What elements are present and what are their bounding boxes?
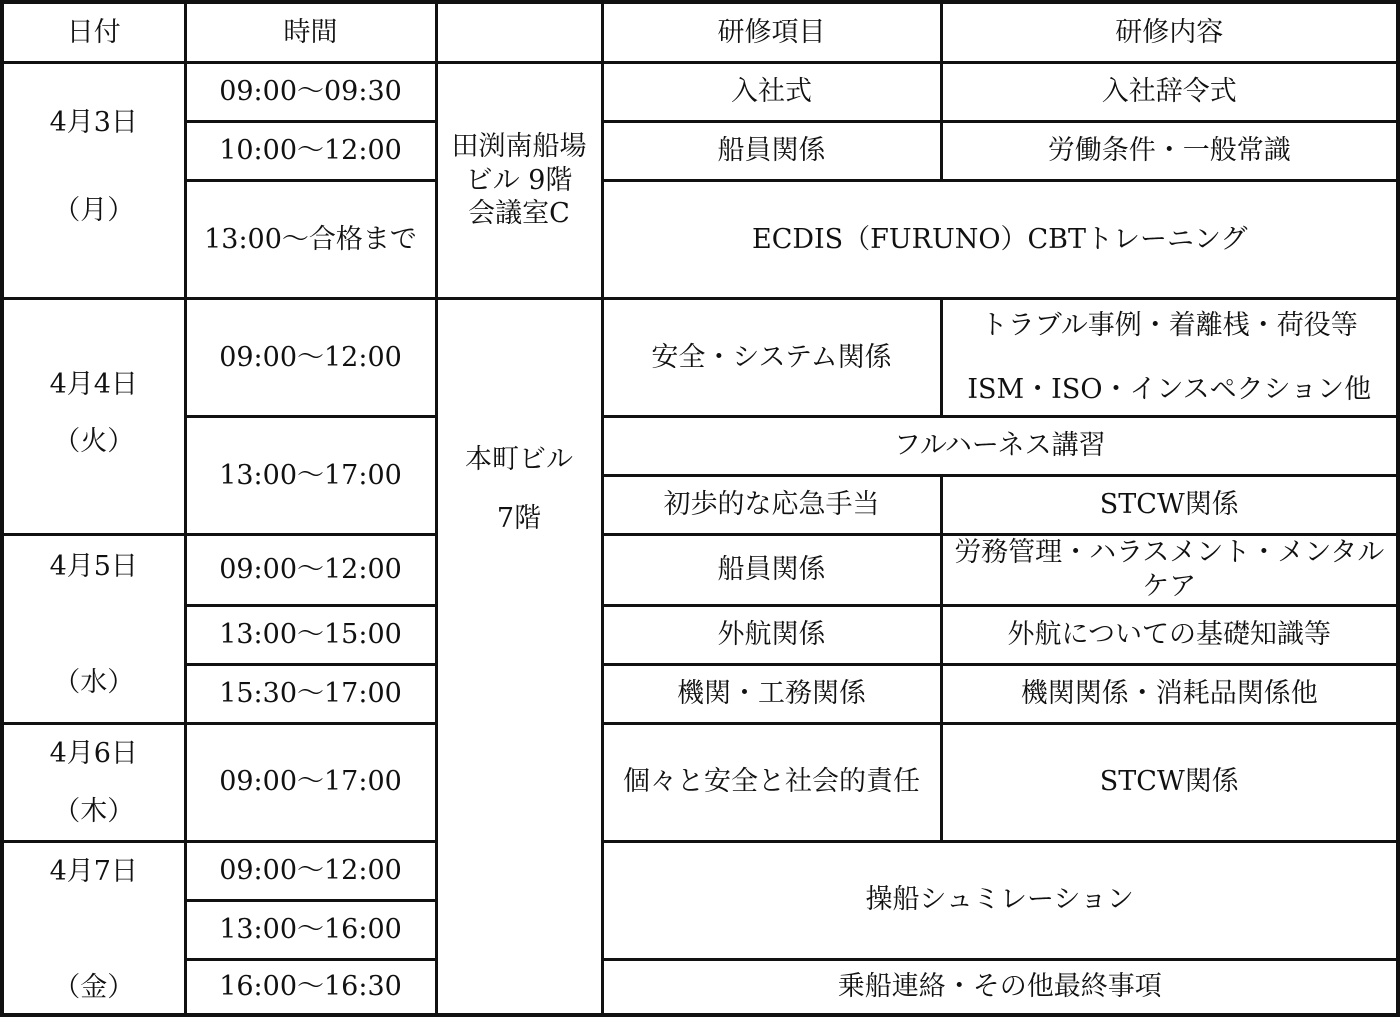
location-line: 7階 [496,502,542,534]
date-label: 4月7日 [49,855,138,887]
weekday-label: （水） [53,667,135,698]
time-cell: 09:00〜17:00 [185,723,436,841]
date-label: 4月5日 [49,551,138,582]
item-cell: 船員関係 [602,122,941,181]
content-cell: 機関関係・消耗品関係他 [941,664,1398,723]
time-cell: 09:00〜12:00 [185,299,436,417]
date-label: 4月4日 [49,369,138,400]
content-cell [941,299,1398,417]
weekday-label: （木） [53,795,135,827]
table-row [2,959,1398,1015]
time-cell: 13:00〜15:00 [185,605,436,664]
weekday-label: （金） [53,971,135,1003]
time-cell: 13:00〜17:00 [185,417,436,535]
merged-content-cell: フルハーネス講習 [602,417,1398,476]
item-cell: 機関・工務関係 [602,664,941,723]
time-cell: 10:00〜12:00 [185,122,436,181]
time-cell: 13:00〜16:00 [185,900,436,959]
table-row [2,299,1398,417]
table-row [2,841,1398,900]
location-cell-honmachi [436,299,602,1016]
date-label: 4月3日 [49,107,138,138]
location-line: 田渕南船場 [451,130,587,162]
location-cell-tabuchi [436,63,602,299]
merged-content-cell: 操船シュミレーション [602,841,1398,959]
merged-content-cell: 乗船連絡・その他最終事項 [602,959,1398,1015]
table-row [2,63,1398,122]
location-line: 会議室C [468,198,570,230]
table-row [2,122,1398,181]
item-cell: 入社式 [602,63,941,122]
date-label: 4月6日 [49,737,138,769]
date-cell-apr7 [2,841,185,1015]
item-cell: 外航関係 [602,605,941,664]
header-location [436,2,602,63]
content-cell: STCW関係 [941,723,1398,841]
header-date: 日付 [2,2,185,63]
location-line: ビル 9階 [465,164,573,196]
table-row [2,417,1398,476]
time-cell: 16:00〜16:30 [185,959,436,1015]
header-row [2,2,1398,63]
content-cell: 労務管理・ハラスメント・メンタルケア [941,535,1398,606]
date-cell-apr4 [2,299,185,535]
content-cell: 外航についての基礎知識等 [941,605,1398,664]
table-row [2,664,1398,723]
merged-content-cell: ECDIS（FURUNO）CBTトレーニング [602,181,1398,299]
item-cell: 個々と安全と社会的責任 [602,723,941,841]
content-line: ISM・ISO・インスペクション他 [967,373,1372,405]
time-cell: 13:00〜合格まで [185,181,436,299]
content-line: トラブル事例・着離桟・荷役等 [980,309,1358,341]
time-cell: 15:30〜17:00 [185,664,436,723]
table-row [2,535,1398,606]
header-content: 研修内容 [941,2,1398,63]
weekday-label: （月） [53,195,135,226]
date-cell-apr6 [2,723,185,841]
header-item: 研修項目 [602,2,941,63]
location-line: 本町ビル [465,443,573,475]
time-cell: 09:00〜12:00 [185,535,436,606]
content-cell: 入社辞令式 [941,63,1398,122]
weekday-label: （火） [53,426,135,457]
date-cell-apr3 [2,63,185,299]
item-cell: 初歩的な応急手当 [602,476,941,535]
table-row [2,605,1398,664]
header-time: 時間 [185,2,436,63]
content-cell: STCW関係 [941,476,1398,535]
time-cell: 09:00〜09:30 [185,63,436,122]
item-cell: 安全・システム関係 [602,299,941,417]
time-cell: 09:00〜12:00 [185,841,436,900]
table-row [2,181,1398,299]
content-cell: 労働条件・一般常識 [941,122,1398,181]
item-cell: 船員関係 [602,535,941,606]
table-row [2,723,1398,841]
date-cell-apr5 [2,535,185,724]
